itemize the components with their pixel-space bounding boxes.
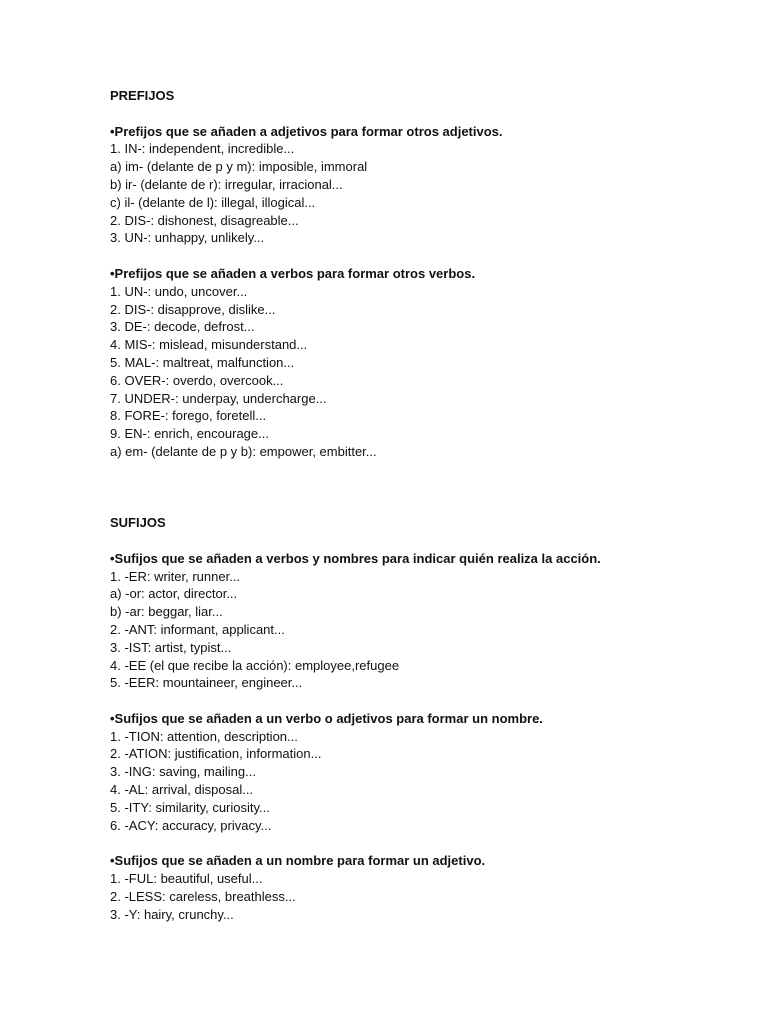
list-item: 4. -AL: arrival, disposal... xyxy=(110,782,254,798)
list-item: 1. UN-: undo, uncover... xyxy=(110,283,248,299)
section-prefijos xyxy=(110,87,730,461)
group-heading: •Prefijos que se añaden a verbos para formar otros verbos. xyxy=(110,265,476,281)
group-heading: •Sufijos que se añaden a un verbo o adjetivos para formar un nombre. xyxy=(110,710,543,726)
list-item: 5. MAL-: maltreat, malfunction... xyxy=(110,354,295,370)
group-sufijos-adjetivo xyxy=(110,852,730,923)
list-item: 2. -ANT: informant, applicant... xyxy=(110,621,285,637)
list-item: 2. DIS-: dishonest, disagreable... xyxy=(110,212,299,228)
list-item: c) il- (delante de l): illegal, illogical... xyxy=(110,194,316,210)
list-item: a) em- (delante de p y b): empower, embitter... xyxy=(110,443,377,459)
list-item: 3. -ING: saving, mailing... xyxy=(110,764,256,780)
group-heading: •Sufijos que se añaden a un nombre para formar un adjetivo. xyxy=(110,853,486,869)
document-page xyxy=(110,87,730,923)
list-item: 1. -TION: attention, description... xyxy=(110,728,298,744)
list-item: 4. -EE (el que recibe la acción): employee,refugee xyxy=(110,657,400,673)
list-item: 1. IN-: independent, incredible... xyxy=(110,141,295,157)
list-item: 1. -ER: writer, runner... xyxy=(110,568,241,584)
list-item: b) -ar: beggar, liar... xyxy=(110,604,223,620)
group-heading: •Prefijos que se añaden a adjetivos para formar otros adjetivos. xyxy=(110,123,503,139)
list-item: 6. -ACY: accuracy, privacy... xyxy=(110,817,272,833)
list-item: 5. -EER: mountaineer, engineer... xyxy=(110,675,303,691)
list-item: 2. DIS-: disapprove, dislike... xyxy=(110,301,276,317)
list-item: 4. MIS-: mislead, misunderstand... xyxy=(110,337,308,353)
list-item: 3. -IST: artist, typist... xyxy=(110,639,232,655)
list-item: 1. -FUL: beautiful, useful... xyxy=(110,871,263,887)
group-sufijos-nombre xyxy=(110,710,730,835)
group-sufijos-agente xyxy=(110,550,730,692)
list-item: 9. EN-: enrich, encourage... xyxy=(110,426,269,442)
list-item: 5. -ITY: similarity, curiosity... xyxy=(110,799,270,815)
list-item: 2. -LESS: careless, breathless... xyxy=(110,888,296,904)
group-heading: •Sufijos que se añaden a verbos y nombres para indicar quién realiza la acción. xyxy=(110,550,601,566)
group-prefijos-verbos xyxy=(110,265,730,461)
list-item: 3. DE-: decode, defrost... xyxy=(110,319,255,335)
section-sufijos xyxy=(110,514,730,923)
section-title-sufijos: SUFIJOS xyxy=(110,515,166,531)
list-item: a) im- (delante de p y m): imposible, immoral xyxy=(110,159,368,175)
list-item: 3. -Y: hairy, crunchy... xyxy=(110,906,234,922)
section-spacer xyxy=(110,461,730,514)
list-item: b) ir- (delante de r): irregular, irracional... xyxy=(110,176,343,192)
section-title-prefijos: PREFIJOS xyxy=(110,88,175,103)
group-prefijos-adjetivos xyxy=(110,123,730,248)
list-item: 2. -ATION: justification, information... xyxy=(110,746,322,762)
list-item: 8. FORE-: forego, foretell... xyxy=(110,408,267,424)
list-item: a) -or: actor, director... xyxy=(110,586,238,602)
list-item: 7. UNDER-: underpay, undercharge... xyxy=(110,390,327,406)
list-item: 6. OVER-: overdo, overcook... xyxy=(110,372,284,388)
list-item: 3. UN-: unhappy, unlikely... xyxy=(110,230,265,246)
